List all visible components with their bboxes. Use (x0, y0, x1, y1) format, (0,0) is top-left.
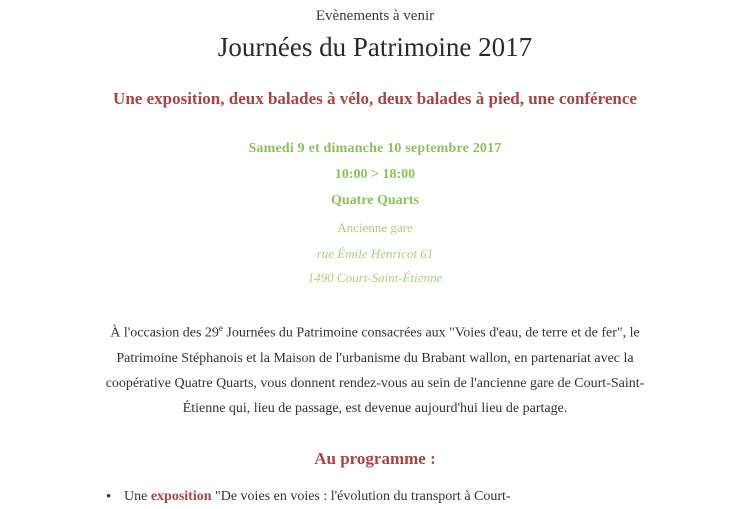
event-date: Samedi 9 et dimanche 10 septembre 2017 (248, 141, 502, 156)
program-heading: Au programme : (314, 448, 436, 468)
event-hours: 10:00 > 18:00 (334, 167, 416, 182)
page-subtitle: Une exposition, deux balades à vélo, deux balades à pied, une conférence (113, 89, 637, 108)
intro-text-before: À l'occasion des 29 (110, 325, 219, 341)
eyebrow-text: Evènements à venir (315, 8, 435, 24)
list-item (106, 485, 662, 509)
program-item-highlight: exposition (150, 488, 212, 504)
page-title: Journées du Patrimoine 2017 (217, 32, 533, 62)
event-venue: Quatre Quarts (330, 193, 419, 208)
program-list (88, 485, 662, 509)
ordinal-suffix: e (218, 323, 223, 333)
event-street: rue Émile Henricot 61 (316, 246, 434, 261)
event-details (88, 138, 662, 288)
intro-text-after: Journées du Patrimoine consacrées aux "Voies d'eau, de terre et de fer", le Patrimoine Stéphanois et la Maison de l'urbanisme du Brabant wallon, en partenariat avec la coopérative Quatre Quarts, vous donnent rendez-vous au sein de l'ancienne gare de Court-Saint-Étienne qui, lieu de passage, est devenue aujourd'hui lieu de partage. (105, 325, 645, 416)
event-city: 1490 Court-Saint-Étienne (307, 270, 443, 285)
event-place: Ancienne gare (337, 220, 413, 235)
intro-paragraph (88, 316, 662, 421)
program-item-rest: "De voies en voies : l'évolution du transport à Court- (211, 488, 511, 504)
program-item-lead: Une (124, 488, 151, 504)
